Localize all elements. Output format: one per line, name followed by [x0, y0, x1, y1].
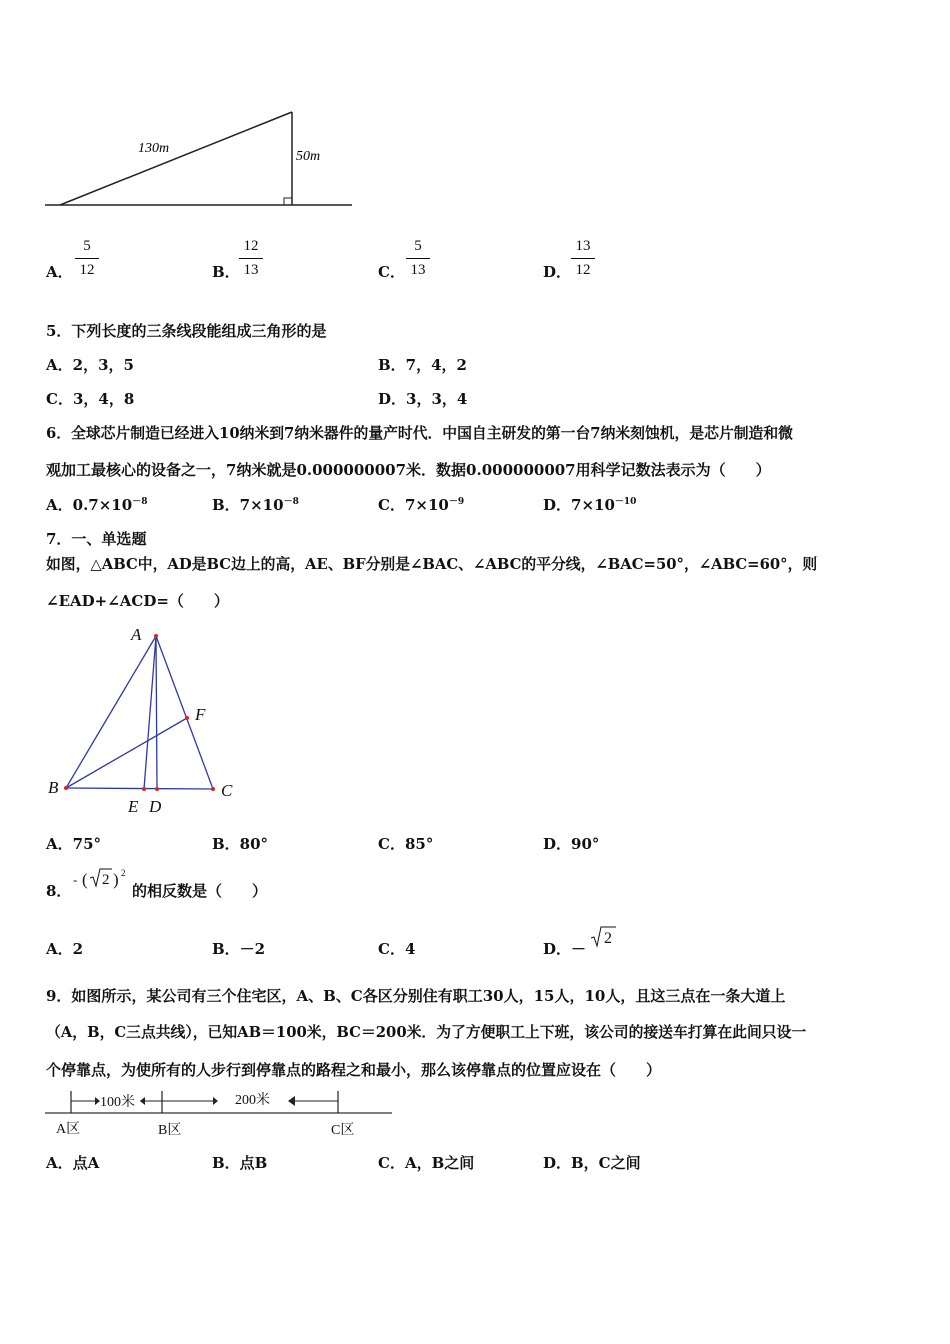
- q9-stem-line1: 9．如图所示，某公司有三个住宅区，A、B、C各区分别住有职工30人，15人，10人，且这三点在一条大道上: [46, 987, 786, 1005]
- q4-option-d[interactable]: D．: [543, 263, 572, 281]
- q9-stem-line2: （A，B，C三点共线），已知AB＝100米，BC＝200米．为了方便职工上下班，该公司的接送车打算在此间只设一: [46, 1024, 807, 1041]
- q6-stem-line2: 观加工最核心的设备之一，7纳米就是0.000000007米．数据0.000000007用科学记数法表示为（ ）: [46, 461, 771, 479]
- vertex-b-label: B: [48, 778, 59, 797]
- q7-heading: 7．一、单选题: [46, 530, 147, 548]
- q4-option-a-fraction: 5 12: [75, 236, 99, 280]
- q4-option-a[interactable]: A．: [46, 263, 73, 281]
- q4-option-c-fraction: 5 13: [406, 236, 430, 280]
- slope-figure: [40, 100, 360, 215]
- bc-distance-label: 200米: [235, 1093, 270, 1108]
- q7-stem-line1: 如图，△ABC中，AD是BC边上的高，AE、BF分别是∠BAC、∠ABC的平分线，∠BAC=50°，∠ABC=60°，则: [46, 556, 818, 573]
- svg-text:): ): [113, 870, 119, 889]
- q8-option-a[interactable]: A．2: [46, 940, 84, 958]
- q5-option-c[interactable]: C．3，4，8: [46, 390, 135, 408]
- triangle-figure: [40, 620, 250, 820]
- zone-b-label: B区: [158, 1123, 182, 1138]
- q6-option-b[interactable]: B．$7\times 10^{-8}$: [212, 496, 299, 514]
- point-f-label: F: [195, 705, 206, 724]
- q6-option-d[interactable]: D．$7\times 10^{-10}$: [543, 496, 637, 514]
- q9-option-d[interactable]: D．B，C之间: [543, 1154, 641, 1172]
- q9-option-a[interactable]: A．点A: [46, 1154, 100, 1172]
- q8-option-c[interactable]: C．4: [378, 940, 416, 958]
- q4-option-b[interactable]: B．: [212, 263, 240, 281]
- hypotenuse-label: 130m: [138, 141, 170, 156]
- q7-option-b[interactable]: B．80°: [212, 835, 269, 853]
- q5-option-b[interactable]: B．7，4，2: [378, 356, 467, 374]
- q5-stem: 5．下列长度的三条线段能组成三角形的是: [46, 322, 327, 340]
- q9-option-c[interactable]: C．A，B之间: [378, 1154, 475, 1172]
- svg-text:(: (: [82, 870, 88, 889]
- q8-number: 8．: [46, 882, 72, 900]
- q9-option-b[interactable]: B．点B: [212, 1154, 268, 1172]
- q8-option-b[interactable]: B．－2: [212, 940, 266, 958]
- q8-option-d-sqrt: [588, 924, 620, 950]
- leg-label: 50m: [296, 149, 321, 164]
- q5-option-d[interactable]: D．3，3，4: [378, 390, 468, 408]
- q6-option-a[interactable]: A．$0.7\times 10^{-8}$: [46, 496, 148, 514]
- road-figure: [40, 1086, 400, 1142]
- q8-expression: [70, 866, 134, 896]
- q7-option-a[interactable]: A．75°: [46, 835, 102, 853]
- q9-stem-line3: 个停靠点，为使所有的人步行到停靠点的路程之和最小，那么该停靠点的位置应设在（ ）: [46, 1061, 662, 1079]
- vertex-c-label: C: [221, 781, 233, 800]
- svg-text:2: 2: [102, 872, 110, 888]
- q4-option-d-fraction: 13 12: [571, 236, 595, 280]
- q5-option-a[interactable]: A．2，3，5: [46, 356, 134, 374]
- point-d-label: D: [149, 797, 162, 816]
- q7-option-c[interactable]: C．85°: [378, 835, 434, 853]
- svg-text:2: 2: [604, 930, 612, 947]
- ab-distance-label: 100米: [100, 1095, 135, 1110]
- q4-option-c[interactable]: C．: [378, 263, 405, 281]
- q8-stem: 的相反数是（ ）: [132, 882, 268, 900]
- q4-option-b-fraction: 12 13: [239, 236, 263, 280]
- q6-stem-line1: 6．全球芯片制造已经进入10纳米到7纳米器件的量产时代．中国自主研发的第一台7纳米刻蚀机，是芯片制造和微: [46, 425, 793, 442]
- svg-text:2: 2: [121, 868, 126, 878]
- q8-option-d[interactable]: D．－: [543, 940, 587, 958]
- vertex-a-label: A: [131, 625, 142, 644]
- point-e-label: E: [128, 797, 139, 816]
- q7-stem-line2: ∠EAD+∠ACD=（ ）: [46, 592, 229, 610]
- svg-text:-: -: [73, 872, 78, 887]
- zone-a-label: A区: [56, 1122, 81, 1137]
- zone-c-label: C区: [331, 1123, 355, 1138]
- q6-option-c[interactable]: C．$7\times 10^{-9}$: [378, 496, 465, 514]
- q7-option-d[interactable]: D．90°: [543, 835, 600, 853]
